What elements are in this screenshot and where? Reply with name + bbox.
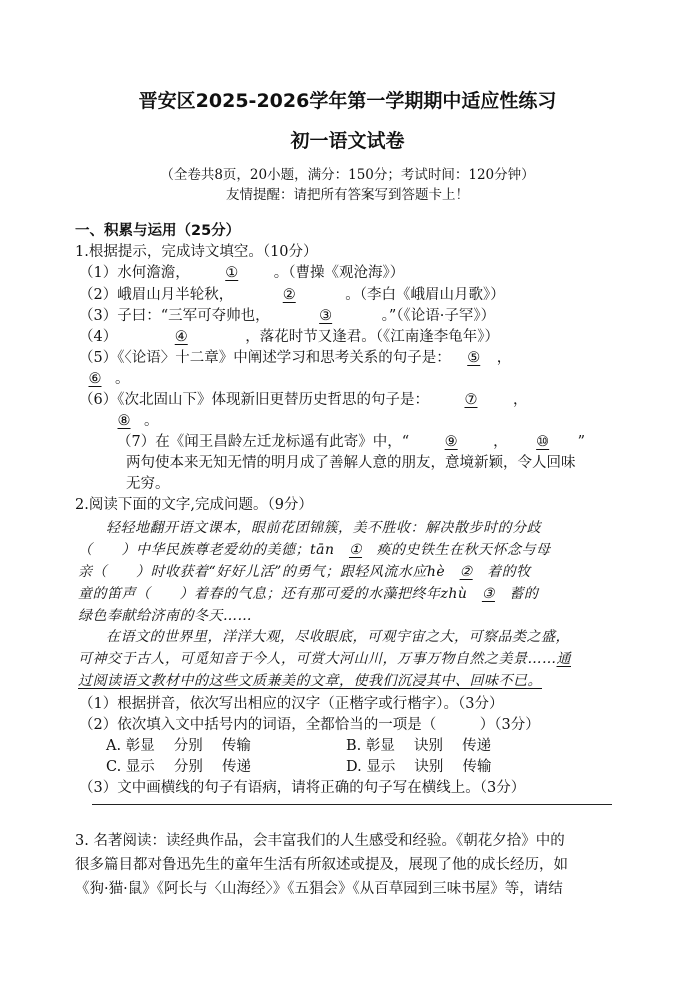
q2-passage-4	[78, 584, 538, 604]
q1-4-prefix: （4）	[79, 329, 118, 345]
q2-sub-2: （2）依次填入文中括号内的词语，全都恰当的一项是（ ）（3分）	[79, 717, 540, 733]
q1-line-5b	[75, 369, 130, 389]
section-heading: 一、积累与运用（25分）	[75, 223, 241, 239]
q1-3-source: 。”（《论语·子罕》）	[381, 308, 496, 324]
q2-passage-1: 轻轻地翻开语文课本，眼前花团锦簇，美不胜收：解决散步时的分歧	[106, 520, 541, 536]
option-c: C. 显示 分别 传递	[106, 759, 252, 775]
q2-stem: 2.阅读下面的文字,完成问题。（9分）	[75, 497, 313, 513]
option-d: D. 显示 诀别 传输	[346, 759, 492, 775]
blank-9: ⑨	[444, 434, 458, 450]
q2-underlined-sentence: 过阅读语文教材中的这些文质兼美的文章，使我们沉浸其中、回味不已。	[78, 673, 542, 689]
q1-3-text: （3）子曰：“三军可夺帅也，	[79, 308, 270, 324]
q1-line-6	[79, 390, 527, 410]
q2-p2-text: （ ）中华民族尊老爱幼的美德；tān	[78, 542, 335, 558]
q1-line-3	[79, 306, 495, 326]
q1-5-comma: ，	[496, 350, 512, 366]
q1-5-end: 。	[115, 371, 130, 387]
q2-p4-tail: 蓄的	[509, 586, 539, 602]
q3-line-2: 很多篇目都对鲁迅先生的童年生活有所叙述或提及，展现了他的成长经历，如	[75, 857, 568, 873]
q1-7-text: （7）在《闻王昌龄左迁龙标遥有此寄》中，“	[117, 434, 410, 450]
q2-p7-text: 可神交于古人，可觅知音于今人，可赏大河山川，万事万物自然之美景……	[78, 651, 557, 667]
q2-p7-underlined: 通	[556, 651, 571, 667]
q3-line-1: 3. 名著阅读：读经典作品，会丰富我们的人生感受和经验。《朝花夕拾》中的	[75, 833, 565, 849]
q1-1-text: （1）水何澹澹，	[79, 265, 190, 281]
q2-passage-2	[78, 540, 551, 560]
blank-6: ⑥	[88, 371, 102, 387]
answer-line	[92, 804, 612, 805]
reminder: 友情提醒：请把所有答案写到答题卡上！	[226, 187, 469, 203]
blank-2: ②	[282, 287, 296, 303]
q1-6-end: 。	[144, 413, 159, 429]
pinyin-blank-2: ②	[459, 564, 473, 580]
q1-line-5	[79, 348, 539, 368]
q1-line-1	[79, 263, 404, 283]
q1-line-6b	[104, 411, 159, 431]
blank-10: ⑩	[536, 434, 550, 450]
q1-2-source: 。（李白《峨眉山月歌》）	[345, 287, 505, 303]
q2-p4-text: 童的笛声（ ）着春的气息；还有那可爱的水藻把终年zhù	[78, 586, 468, 602]
q2-passage-3	[78, 562, 531, 582]
q1-5-text: （5）《〈论语〉十二章》中阐述学习和思考关系的句子是：	[79, 350, 451, 366]
q2-p3-text: 亲（ ）时收获着“好好儿活”的勇气；跟轻风流水应hè	[78, 564, 446, 580]
q1-7-quote: ”	[577, 434, 586, 450]
q1-line-4	[79, 327, 499, 347]
q1-6-comma: ，	[512, 392, 528, 408]
q1-7-comma: ，	[493, 434, 508, 450]
q2-p2-tail: 痪的史铁生在秋天怀念与母	[376, 542, 551, 558]
q1-line-7b: 两句使本来无知无情的明月成了善解人意的朋友，意境新颖，令人回味	[126, 455, 576, 471]
blank-4: ④	[174, 329, 188, 345]
blank-7: ⑦	[464, 392, 478, 408]
blank-8: ⑧	[117, 413, 131, 429]
q2-p3-tail: 着的牧	[487, 564, 531, 580]
blank-1: ①	[225, 265, 239, 281]
exam-subtitle: 初一语文试卷	[290, 130, 405, 152]
q2-passage-5: 绿色奉献给济南的冬天……	[78, 608, 252, 624]
option-b: B. 彰显 诀别 传递	[346, 738, 492, 754]
q1-line-7	[117, 432, 585, 452]
q3-line-3: 《狗·猫·鼠》《阿长与〈山海经〉》《五猖会》《从百草园到三味书屋》等，请结	[75, 881, 563, 897]
q2-sub-1: （1）根据拼音，依次写出相应的汉字（正楷字或行楷字）。（3分）	[79, 696, 504, 712]
exam-info: （全卷共8页，20小题，满分：150分；考试时间：120分钟）	[160, 167, 535, 183]
pinyin-blank-3: ③	[481, 586, 495, 602]
q1-1-source: 。（曹操《观沧海》）	[273, 265, 405, 281]
pinyin-blank-1: ①	[348, 542, 363, 558]
q1-6-text: （6）《次北固山下》体现新旧更替历史哲思的句子是：	[79, 392, 429, 408]
q1-line-7c: 无穷。	[126, 476, 170, 492]
q1-4-text: ，落花时节又逢君。（《江南逢李龟年》）	[245, 329, 499, 345]
option-a: A. 彰显 分别 传输	[106, 738, 251, 754]
q1-stem: 1.根据提示，完成诗文填空。（10分）	[75, 244, 318, 260]
q2-sub-3: （3）文中画横线的句子有语病，请将正确的句子写在横线上。（3分）	[79, 780, 526, 796]
blank-3: ③	[319, 308, 333, 324]
q2-passage-7	[78, 649, 571, 669]
blank-5: ⑤	[467, 350, 481, 366]
q1-line-2	[79, 285, 505, 305]
exam-title: 晋安区2025-2026学年第一学期期中适应性练习	[138, 90, 557, 112]
q2-passage-6: 在语文的世界里，洋洋大观，尽收眼底，可观宇宙之大，可察品类之盛，	[106, 629, 570, 645]
q1-2-text: （2）峨眉山月半轮秋，	[79, 287, 234, 303]
